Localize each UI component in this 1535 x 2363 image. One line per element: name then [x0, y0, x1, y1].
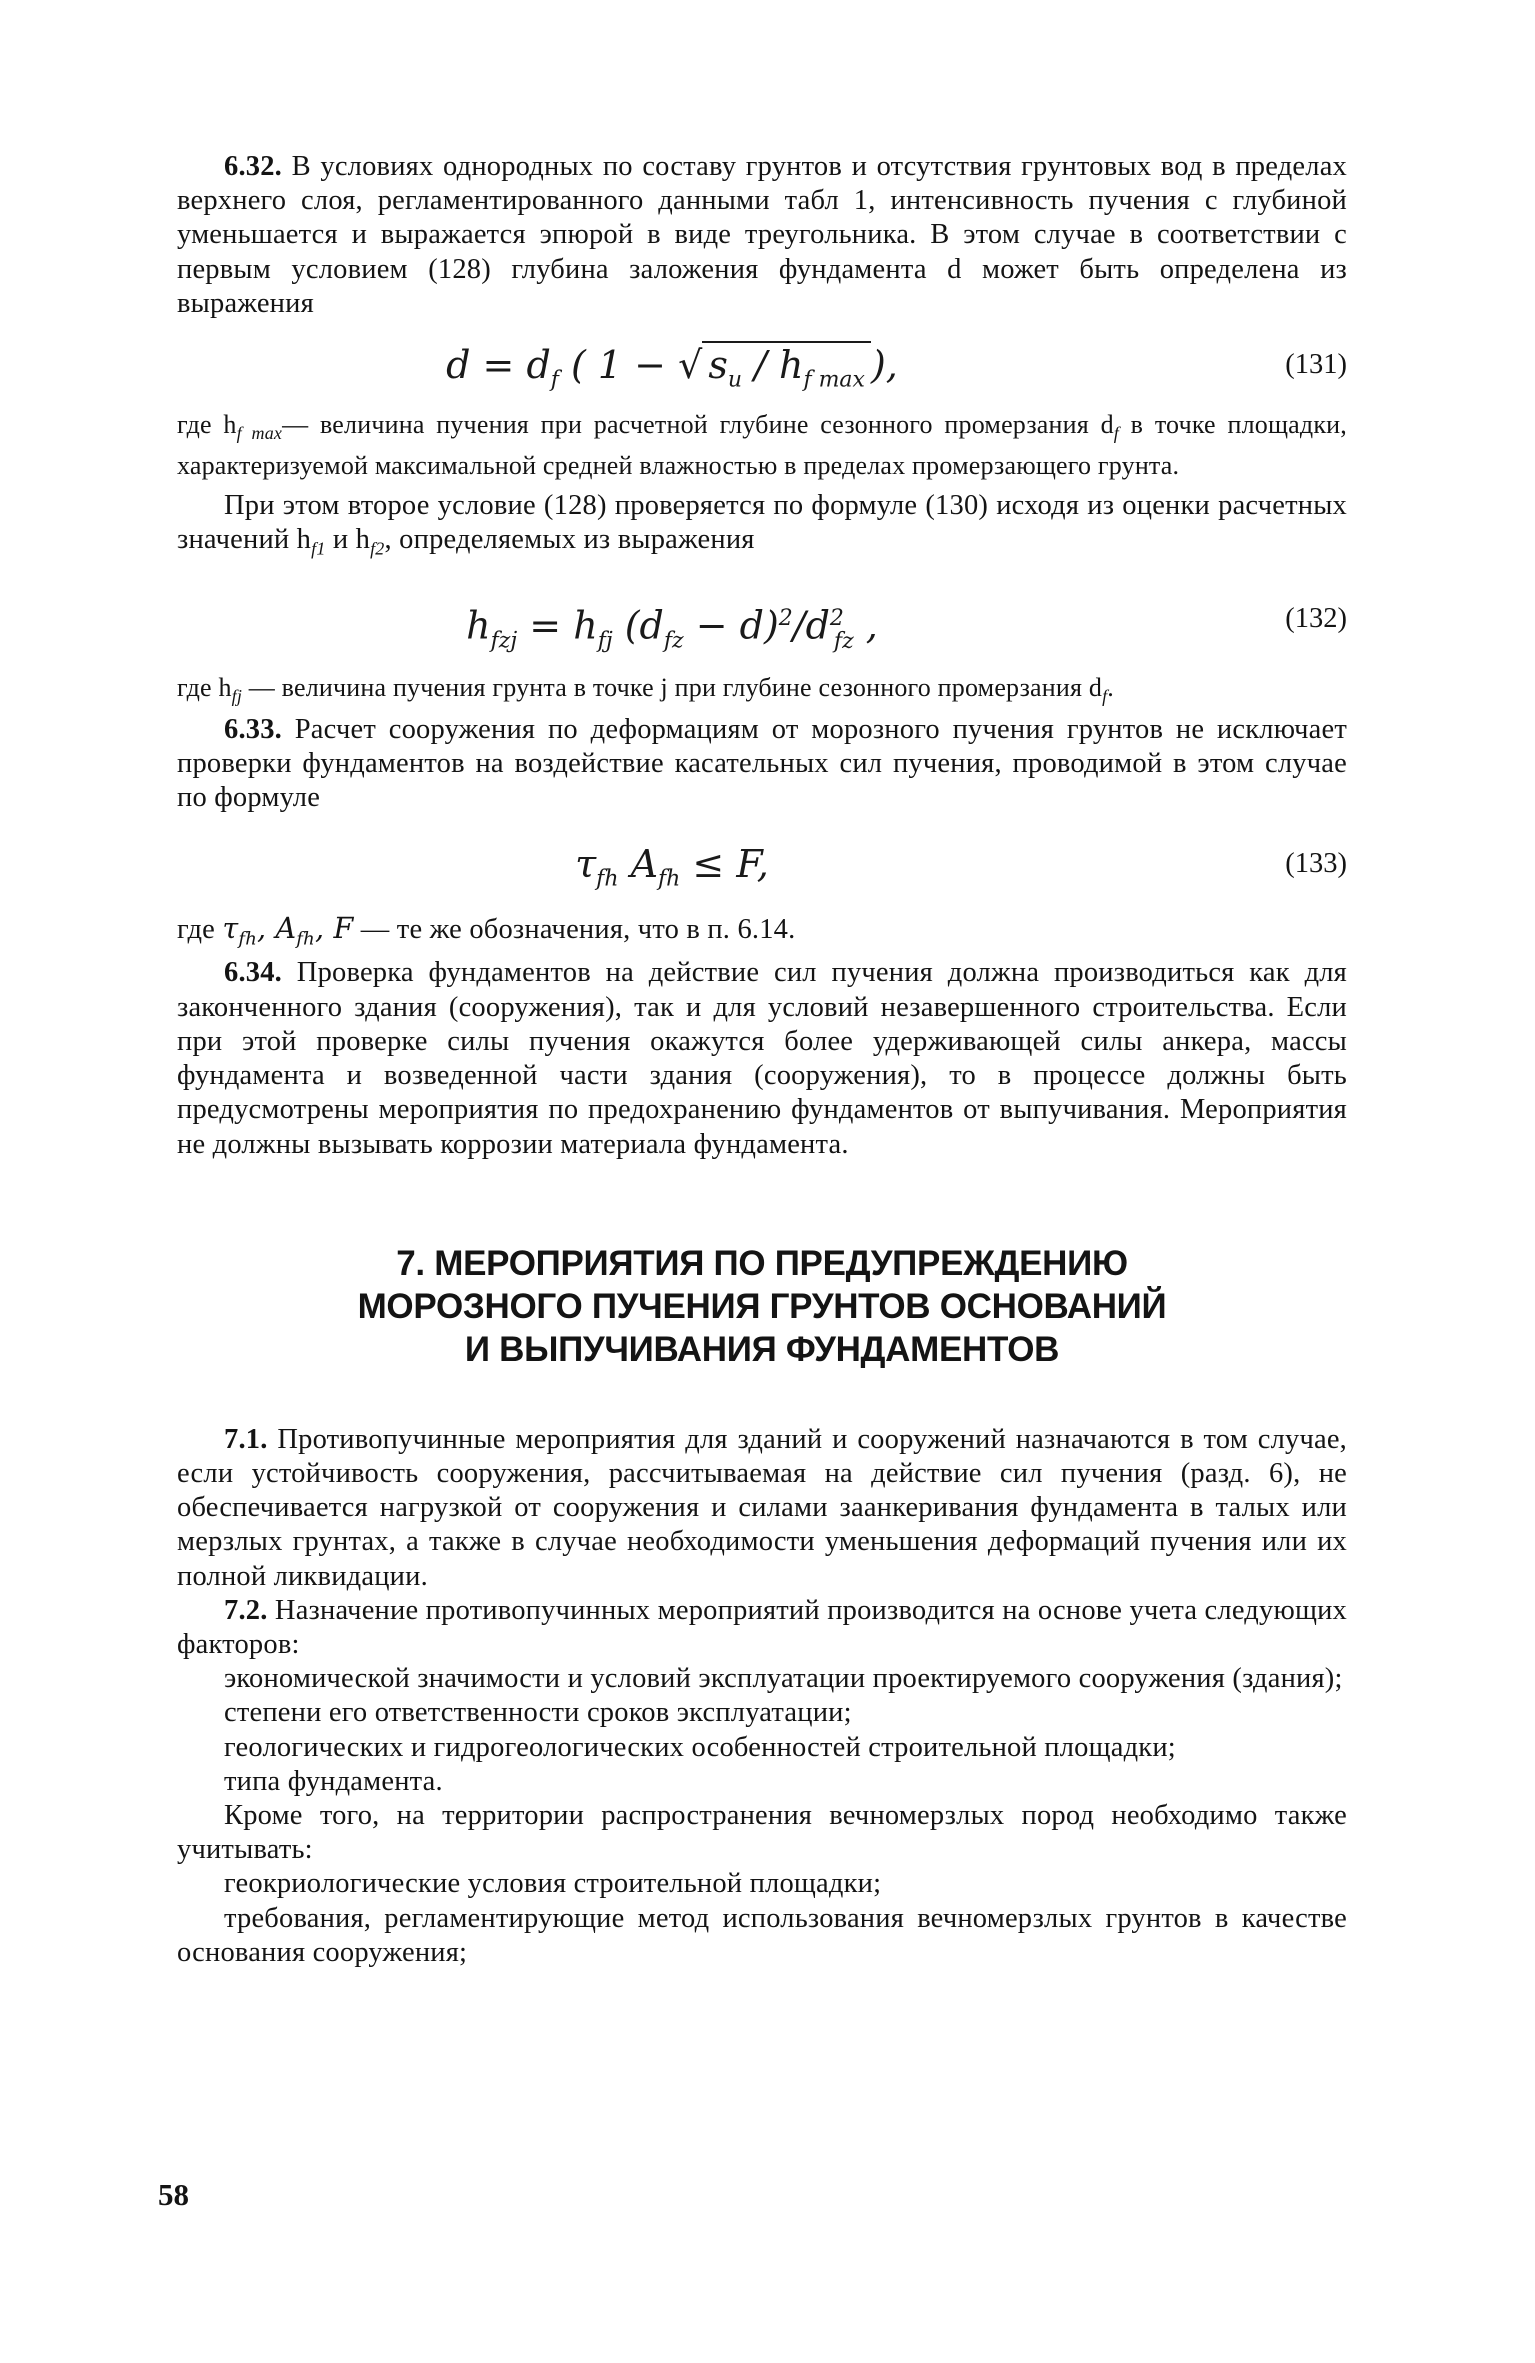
- formula-expression: $h_{fzj} = h_{fj}$ $(d_{fz} - d)^2/d^2_{fz}$ ,: [466, 603, 878, 654]
- list-item: степени его ответственности сроков эксплуатации;: [224, 1697, 852, 1729]
- page-number: 58: [158, 2177, 189, 2212]
- clause-number: 6.32.: [224, 151, 282, 182]
- text-column: [177, 150, 1347, 1970]
- where-133: где $\tau_{fh}$, $A_{fh}$, F — те же обозначения, что в п. 6.14.: [177, 911, 796, 950]
- formula-expression: $\tau_{fh}$ $A_{fh} \le F$,: [575, 841, 769, 892]
- heading-line: МОРОЗНОГО ПУЧЕНИЯ ГРУНТОВ ОСНОВАНИЙ: [357, 1286, 1167, 1326]
- paragraph-text: Проверка фундаментов на действие сил пучения должна производиться как для законченного здания (сооружения), так и для условий незавершенного строительства. Если при этой проверке силы пучения окажутся более удерживающей силы анкера, массы фундамента и возведенной части здания (сооружения), то в процессе должны быть предусмотрены мероприятия по предохранению фундаментов от выпучивания. Мероприятия не должны вызывать коррозии материала фундамента.: [177, 957, 1347, 1160]
- list-item: требования, регламентирующие метод использования вечномерзлых грунтов в качестве основания сооружения;: [177, 1902, 1347, 1968]
- formula-number: (131): [1285, 349, 1347, 381]
- paragraph-6-33: [177, 713, 1347, 816]
- section-7-heading: [177, 1242, 1347, 1371]
- paragraph-text: Противопучинные мероприятия для зданий и сооружений назначаются в том случае, если устойчивость сооружения, рассчитываемая на действие сил пучения (разд. 6), не обеспечивается нагрузкой от сооружения и силами заанкеривания фундамента в талых или мерзлых грунтах, а также в случае необходимости уменьшения деформаций пучения или их полной ликвидации.: [177, 1423, 1347, 1592]
- heading-line: 7. МЕРОПРИЯТИЯ ПО ПРЕДУПРЕЖДЕНИЮ: [396, 1243, 1128, 1283]
- paragraph-text: Назначение противопучинных мероприятий производится на основе учета следующих факторов:: [177, 1594, 1347, 1660]
- paragraph-text: Расчет сооружения по деформациям от морозного пучения грунтов не исключает проверки фундаментов на воздействие касательных сил пучения, проводимой в этом случае по формуле: [177, 713, 1347, 814]
- paragraph-text: В условиях однородных по составу грунтов и отсутствия грунтовых вод в пределах верхнего слоя, регламентированного данными табл 1, интенсивность пучения с глубиной уменьшается и выражается эпюрой в виде треугольника. В этом случае в соответствии с первым условием (128) глубина заложения фундамента d может быть определена из выражения: [177, 151, 1347, 319]
- list-item: типа фундамента.: [224, 1765, 443, 1797]
- list-item: геологических и гидрогеологических особенностей строительной площадки;: [224, 1731, 1176, 1763]
- paragraph-7-1: [177, 1423, 1347, 1594]
- formula-133: [177, 824, 1347, 904]
- clause-number: 6.33.: [224, 713, 282, 745]
- paragraph-7-2: [177, 1594, 1347, 1662]
- paragraph-second-condition: При этом второе условие (128) проверяется по формуле (130) исходя из оценки расчетных значений $h_{f1}$ и $h_{f2}$, определяемых из выражения: [177, 490, 1347, 560]
- paragraph-6-34: [177, 956, 1347, 1161]
- where-132: где $h_{fj}$ — величина пучения грунта в точке j при глубине сезонного промерзания $d_f$.: [177, 673, 1114, 707]
- formula-expression: $d = d_f$ ( 1 − √ $s_u / h_{f max}$ ),: [446, 343, 898, 393]
- paragraph-also: Кроме того, на территории распространения вечномерзлых пород необходимо также учитывать:: [177, 1799, 1347, 1866]
- formula-number: (133): [1285, 847, 1347, 879]
- formula-131: [177, 329, 1347, 401]
- paragraph-6-32: [177, 150, 1347, 321]
- heading-line: И ВЫПУЧИВАНИЯ ФУНДАМЕНТОВ: [464, 1329, 1060, 1369]
- list-item: экономической значимости и условий эксплуатации проектируемого сооружения (здания);: [224, 1663, 1343, 1695]
- clause-number: 7.1.: [224, 1423, 268, 1455]
- formula-number: (132): [1285, 603, 1347, 635]
- list-item: геокриологические условия строительной площадки;: [224, 1868, 882, 1900]
- clause-number: 6.34.: [224, 957, 282, 989]
- formula-132: [177, 574, 1347, 664]
- where-131: где $h_{f max}—$ величина пучения при расчетной глубине сезонного промерзания $d_f$ в точке площадки, характеризуемой максимальной средней влажностью в пределах промерзающего грунта.: [177, 410, 1347, 480]
- clause-number: 7.2.: [224, 1594, 268, 1626]
